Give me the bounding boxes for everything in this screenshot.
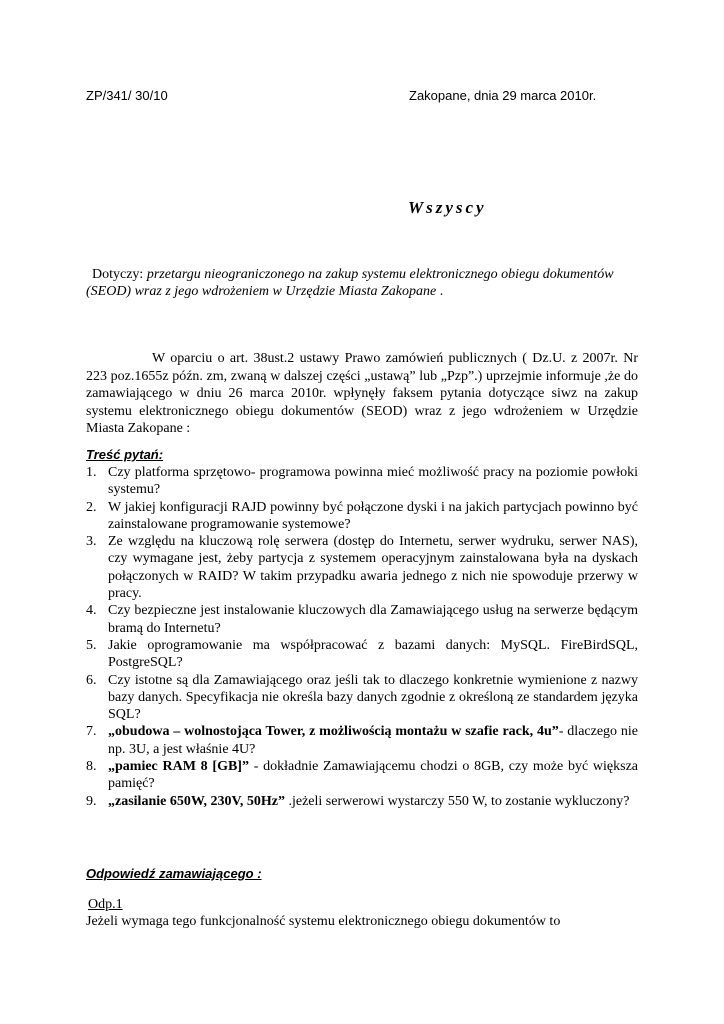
question-text: .jeżeli serwerowi wystarczy 550 W, to zostanie wykluczony? bbox=[284, 793, 630, 809]
question-text: Czy bezpieczne jest instalowanie kluczowych dla Zamawiającego usług na serwerze będącym bramą do Internetu? bbox=[108, 603, 638, 636]
list-item bbox=[86, 499, 638, 534]
list-item bbox=[86, 464, 638, 499]
question-quote: „zasilanie 650W, 230V, 50Hz” bbox=[108, 793, 285, 809]
answer-text: Jeżeli wymaga tego funkcjonalność systemu elektronicznego obiegu dokumentów to bbox=[86, 914, 561, 929]
answers-heading: Odpowiedź zamawiającego : bbox=[86, 866, 262, 881]
question-number: 3. bbox=[86, 534, 97, 550]
question-number: 5. bbox=[86, 637, 97, 653]
list-item bbox=[86, 793, 638, 810]
addressee: Wszyscy bbox=[408, 198, 487, 217]
list-item bbox=[86, 723, 638, 758]
reference-number: ZP/341/ 30/10 bbox=[86, 88, 168, 103]
subject-text: przetargu nieograniczonego na zakup systemu elektronicznego obiegu dokumentów (SEOD) wraz z jego wdrożeniem w Urzędzie Miasta Zakopane bbox=[86, 267, 614, 299]
place-and-date: Zakopane, dnia 29 marca 2010r. bbox=[409, 88, 597, 103]
list-item bbox=[86, 672, 638, 724]
subject-tail: . bbox=[436, 284, 444, 299]
question-quote: „pamiec RAM 8 [GB]” bbox=[108, 759, 249, 775]
question-quote: „obudowa – wolnostojąca Tower, z możliwością montażu w szafie rack, 4u” bbox=[108, 724, 559, 740]
question-text: Ze względu na kluczową rolę serwera (dostęp do Internetu, serwer wydruku, serwer NAS), czy wymagane jest, żeby partycja z systemem operacyjnym zainstalowana była na dyskach połączonych w RAID? W takim przypadku awaria jednego z nich nie spowoduje przerwy w pracy. bbox=[108, 534, 638, 602]
questions-heading: Treść pytań: bbox=[86, 447, 164, 462]
list-item bbox=[86, 758, 638, 793]
intro-paragraph bbox=[86, 350, 638, 438]
question-number: 8. bbox=[86, 759, 97, 775]
question-number: 9. bbox=[86, 793, 97, 809]
subject-lead: Dotyczy: bbox=[92, 267, 144, 282]
question-text: Czy platforma sprzętowo- programowa powinna mieć możliwość pracy na poziomie powłoki systemu? bbox=[108, 465, 638, 498]
list-item bbox=[86, 533, 638, 602]
question-text: W jakiej konfiguracji RAJD powinny być połączone dyski i na jakich partycjach powinno być zainstalowane programowanie systemowe? bbox=[108, 499, 638, 532]
question-text: - dlaczego nie np. 3U, a jest właśnie 4U? bbox=[108, 724, 638, 757]
question-number: 2. bbox=[86, 499, 97, 515]
list-item bbox=[86, 602, 638, 637]
question-text: Jakie oprogramowanie ma współpracować z bazami danych: MySQL. FireBirdSQL, PostgreSQL? bbox=[108, 637, 638, 671]
question-number: 1. bbox=[86, 465, 97, 480]
intro-text: W oparciu o art. 38ust.2 ustawy Prawo zamówień publicznych ( Dz.U. z 2007r. Nr 223 poz.1655z późn. zm, zwaną w dalszej części „ustawą” lub „Pzp”.) uprzejmie informuje ,że do zamawiającego w dniu 26 marca 2010r. wpłynęły faksem pytania dotyczące siwz na zakup systemu elektronicznego obiegu dokumentów (SEOD) wraz z jego wdrożeniem w Urzędzie Miasta Zakopane : bbox=[86, 351, 638, 436]
question-number: 4. bbox=[86, 603, 97, 619]
question-number: 7. bbox=[86, 724, 97, 740]
question-text: Czy istotne są dla Zamawiającego oraz jeśli tak to dlaczego konkretnie wymienione z nazwy bazy danych. Specyfikacja nie określa bazy danych zgodnie z określoną ze standardem języka SQL? bbox=[108, 672, 638, 723]
question-text: - dokładnie Zamawiającemu chodzi o 8GB, czy może być większa pamięć? bbox=[108, 759, 638, 792]
questions-list bbox=[86, 464, 638, 810]
list-item bbox=[86, 637, 638, 672]
answer-label: Odp.1 bbox=[88, 897, 123, 912]
question-number: 6. bbox=[86, 672, 97, 688]
subject-block bbox=[86, 266, 626, 300]
